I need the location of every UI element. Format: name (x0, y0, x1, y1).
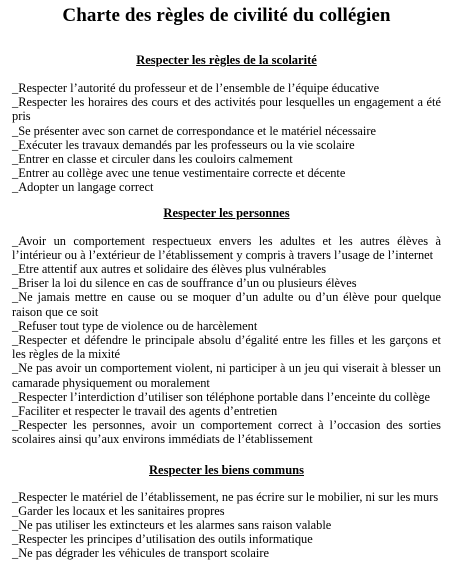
rule-item: _Respecter les principes d’utilisation des outils informatique (12, 532, 313, 547)
section-title: Respecter les règles de la scolarité (136, 53, 317, 67)
section-title: Respecter les personnes (163, 205, 290, 220)
rule-item: _Briser la loi du silence en cas de souffrance d’un ou plusieurs élèves (12, 276, 357, 291)
rule-item: _Faciliter et respecter le travail des agents d’entretien (12, 404, 278, 419)
rule-item: _Entrer en classe et circuler dans les couloirs calmement (12, 152, 293, 167)
rule-list (12, 490, 441, 561)
section-personnes (12, 206, 441, 447)
section-scolarite (12, 53, 441, 195)
rule-item: _Ne pas dégrader les véhicules de transport scolaire (12, 546, 270, 561)
rule-item: _Respecter l’interdiction d’utiliser son téléphone portable dans l’enceinte du collège (12, 389, 431, 404)
rule-item: _Respecter le matériel de l’établissement, ne pas écrire sur le mobilier, ni sur les murs (12, 489, 439, 504)
document-title: Charte des règles de civilité du collégien (62, 5, 391, 26)
rule-item: _Respecter les personnes, avoir un comportement correct à l’occasion des sorties scolaires ainsi qu’aux environs immédiats de l’établissement (12, 418, 441, 447)
rule-item: _Ne pas utiliser les extincteurs et les alarmes sans raison valable (12, 518, 332, 533)
rule-item: _Entrer au collège avec une tenue vestimentaire correcte et décente (12, 166, 346, 181)
rule-item: _Etre attentif aux autres et solidaire des élèves plus vulnérables (12, 262, 327, 277)
rule-list (12, 234, 441, 447)
rule-list (12, 81, 441, 195)
rule-item: _Se présenter avec son carnet de correspondance et le matériel nécessaire (12, 123, 376, 138)
rule-item: _Avoir un comportement respectueux envers les adultes et les autres élèves à l’intérieur ou à l’extérieur de l’établissement y compris à travers l’usage de l’internet (12, 233, 441, 262)
rule-item: _Exécuter les travaux demandés par les professeurs ou la vie scolaire (12, 137, 355, 152)
rule-item: _Respecter l’autorité du professeur et de l’ensemble de l’équipe éducative (12, 81, 380, 95)
section-title: Respecter les biens communs (149, 462, 304, 477)
rule-item: _Refuser tout type de violence ou de harcèlement (12, 318, 258, 333)
rule-item: _Ne jamais mettre en cause ou se moquer d’un adulte ou d’un élève pour quelque raison que ce soit (12, 290, 441, 319)
rule-item: _Ne pas avoir un comportement violent, ni participer à un jeu qui viserait à blesser un camarade physiquement ou moralement (12, 361, 441, 390)
rule-item: _Garder les locaux et les sanitaires propres (12, 503, 225, 518)
rule-item: _Respecter les horaires des cours et des activités pour lesquelles un engagement a été pris (12, 95, 441, 124)
rule-item: _Adopter un langage correct (12, 180, 154, 195)
rule-item: _Respecter et défendre le principale absolu d’égalité entre les filles et les garçons et les règles de la mixité (12, 333, 441, 362)
section-biens-communs (12, 463, 441, 561)
